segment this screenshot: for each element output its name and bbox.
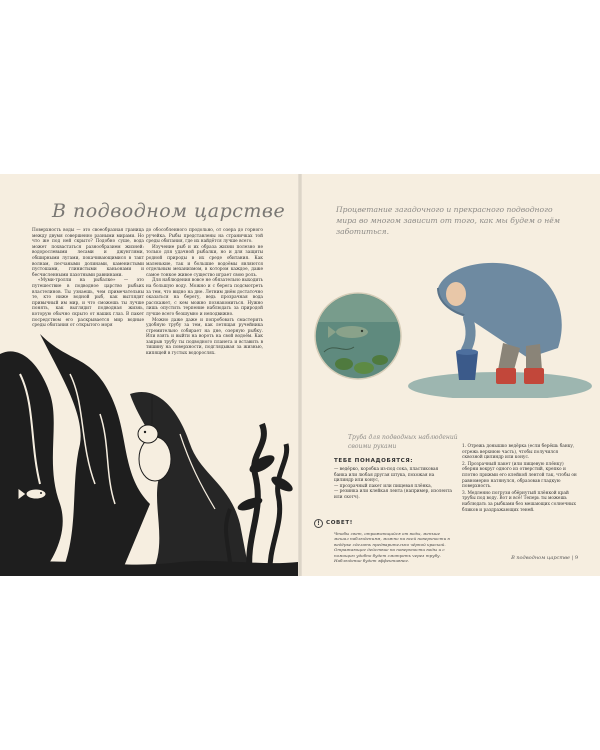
page-gutter xyxy=(298,174,302,576)
text-column-1 xyxy=(32,228,144,329)
exclamation-circle-icon: ! xyxy=(314,519,323,528)
list-item: 2. Прозрачный пакет (или пищевую плёнку) оберни вокруг одного из отверстий, крепко и плотно прижми его клейкой лентой так, чтобы он равномерно натянулся, образовав гладкую поверхность. xyxy=(462,461,577,490)
underwater-moomin-illustration xyxy=(0,334,298,576)
materials-heading: ТЕБЕ ПОНАДОБЯТСЯ: xyxy=(334,458,414,464)
paragraph: Изучение рыб и их образа жизни полезно не только для удачной рыбалки, но и для защиты родной природы в их среде обитания. Как маленькие, так и большие водоёмы являются отдельным механизмом, в котором каждое, даже самое тонкое живое существо играет свою роль. xyxy=(146,244,263,278)
paragraph: Поверхность воды — это своеобразная граница между двумя совершенно разными мирами. Но что же под ней скрыто? Подобно суше, вода может похвастаться разнообразием жизней: водорослевыми лесами и джунглями, обширными лугами, покачивающимися в такт волнам, песчаными долинами, каменистыми пустошами, глинистыми каньонами и бесчисленными пахотными равнинами. xyxy=(32,228,144,278)
list-item: — ведёрко, коробка из-под сока, пластиковая банка или любая другая штука, похожая на цилиндр или конус, xyxy=(334,467,452,484)
paragraph: до обособленного продольно, от озера до горного ручейка. Рыбы представлены на страничках той среды обитания, где их найдётся лучше всего. xyxy=(146,228,263,245)
advice-text: Чтобы свет, отражающийся от воды, меньше мешал наблюдениям, можно на всей поверхности в ведёрке сделать предварительно чёрной краской. Отражающее действие на поверхности воды и с помощью удобно будет смотреть через трубу. Наблюдение будет эффективнее. xyxy=(334,531,450,564)
list-item: 1. Отрежь донышко ведёрка (если берёшь банку, отрежь верхнюю часть), чтобы получился сквозной цилиндр или конус. xyxy=(462,444,575,461)
list-item: — резинка или клейкая лента (например, изолента или скотч). xyxy=(334,489,452,500)
materials-list xyxy=(334,467,452,501)
page-footer xyxy=(511,555,578,561)
steps-list xyxy=(462,444,580,514)
pond-circle-illustration xyxy=(314,292,402,380)
paragraph: Можно даже даже и попробовать смастерить удобную трубу за тем, как летящая ручейника стремительно собирает на дне, озерную рыбку. Или взять и выйти на вороть на свой водоём. Как закрыв трубу ты подводного планета и вставить в тишину на поверхности, подглядывая за жизнью, кипящей в густых водорослях. xyxy=(146,317,263,357)
paragraph: «Муми-тролли на рыбалке» — это путешествие в подводное царство рыбьих властелинов. Ты узнаешь, чем примечательны те, кто ниже водной рыб, как выглядят привычный им мир, и что сможешь ты лучше понять, как выглядит подводная жизнь, которую обычно скрыто от наших глаз. В пакет посредством его раскрывается мир водные среды обитания от открытого моря xyxy=(32,278,144,329)
craft-caption: Труба для подводных наблюдений своими руками xyxy=(348,434,458,450)
running-title: В подводном царстве xyxy=(511,555,570,561)
paragraph: Для наблюдения вовсе не обязательно выходить на большую воду. Можно и с берега подсмотреть за тем, что видно на дне. Летним днём достаточно оказаться на берегу, ведь прозрачная вода расскажет, с кем можно познакомиться. Нужно лишь опустить терпение наблюдать за природой лучше всего безшумно и неподвижно. xyxy=(146,278,263,317)
advice-heading: СОВЕТ! xyxy=(326,520,353,526)
child-with-bucket-illustration xyxy=(408,258,592,398)
page-number: 9 xyxy=(574,555,578,561)
footer-separator: | xyxy=(571,555,574,561)
page-title: В подводном царстве xyxy=(52,200,286,222)
pull-quote: Процветание загадочного и прекрасного подводного мира во многом зависит от того, как мы будем о нём заботиться. xyxy=(336,205,561,236)
list-item: 3. Медленно погрузи обёрнутый плёнкой край трубы под воду. Вот и всё! Теперь ты можешь наблюдать за рыбками без мешающих солнечных бликов и раздражающих теней. xyxy=(462,490,576,513)
list-item: — прозрачный пакет или пищевая плёнка, xyxy=(334,484,452,490)
book-spread xyxy=(0,174,600,576)
